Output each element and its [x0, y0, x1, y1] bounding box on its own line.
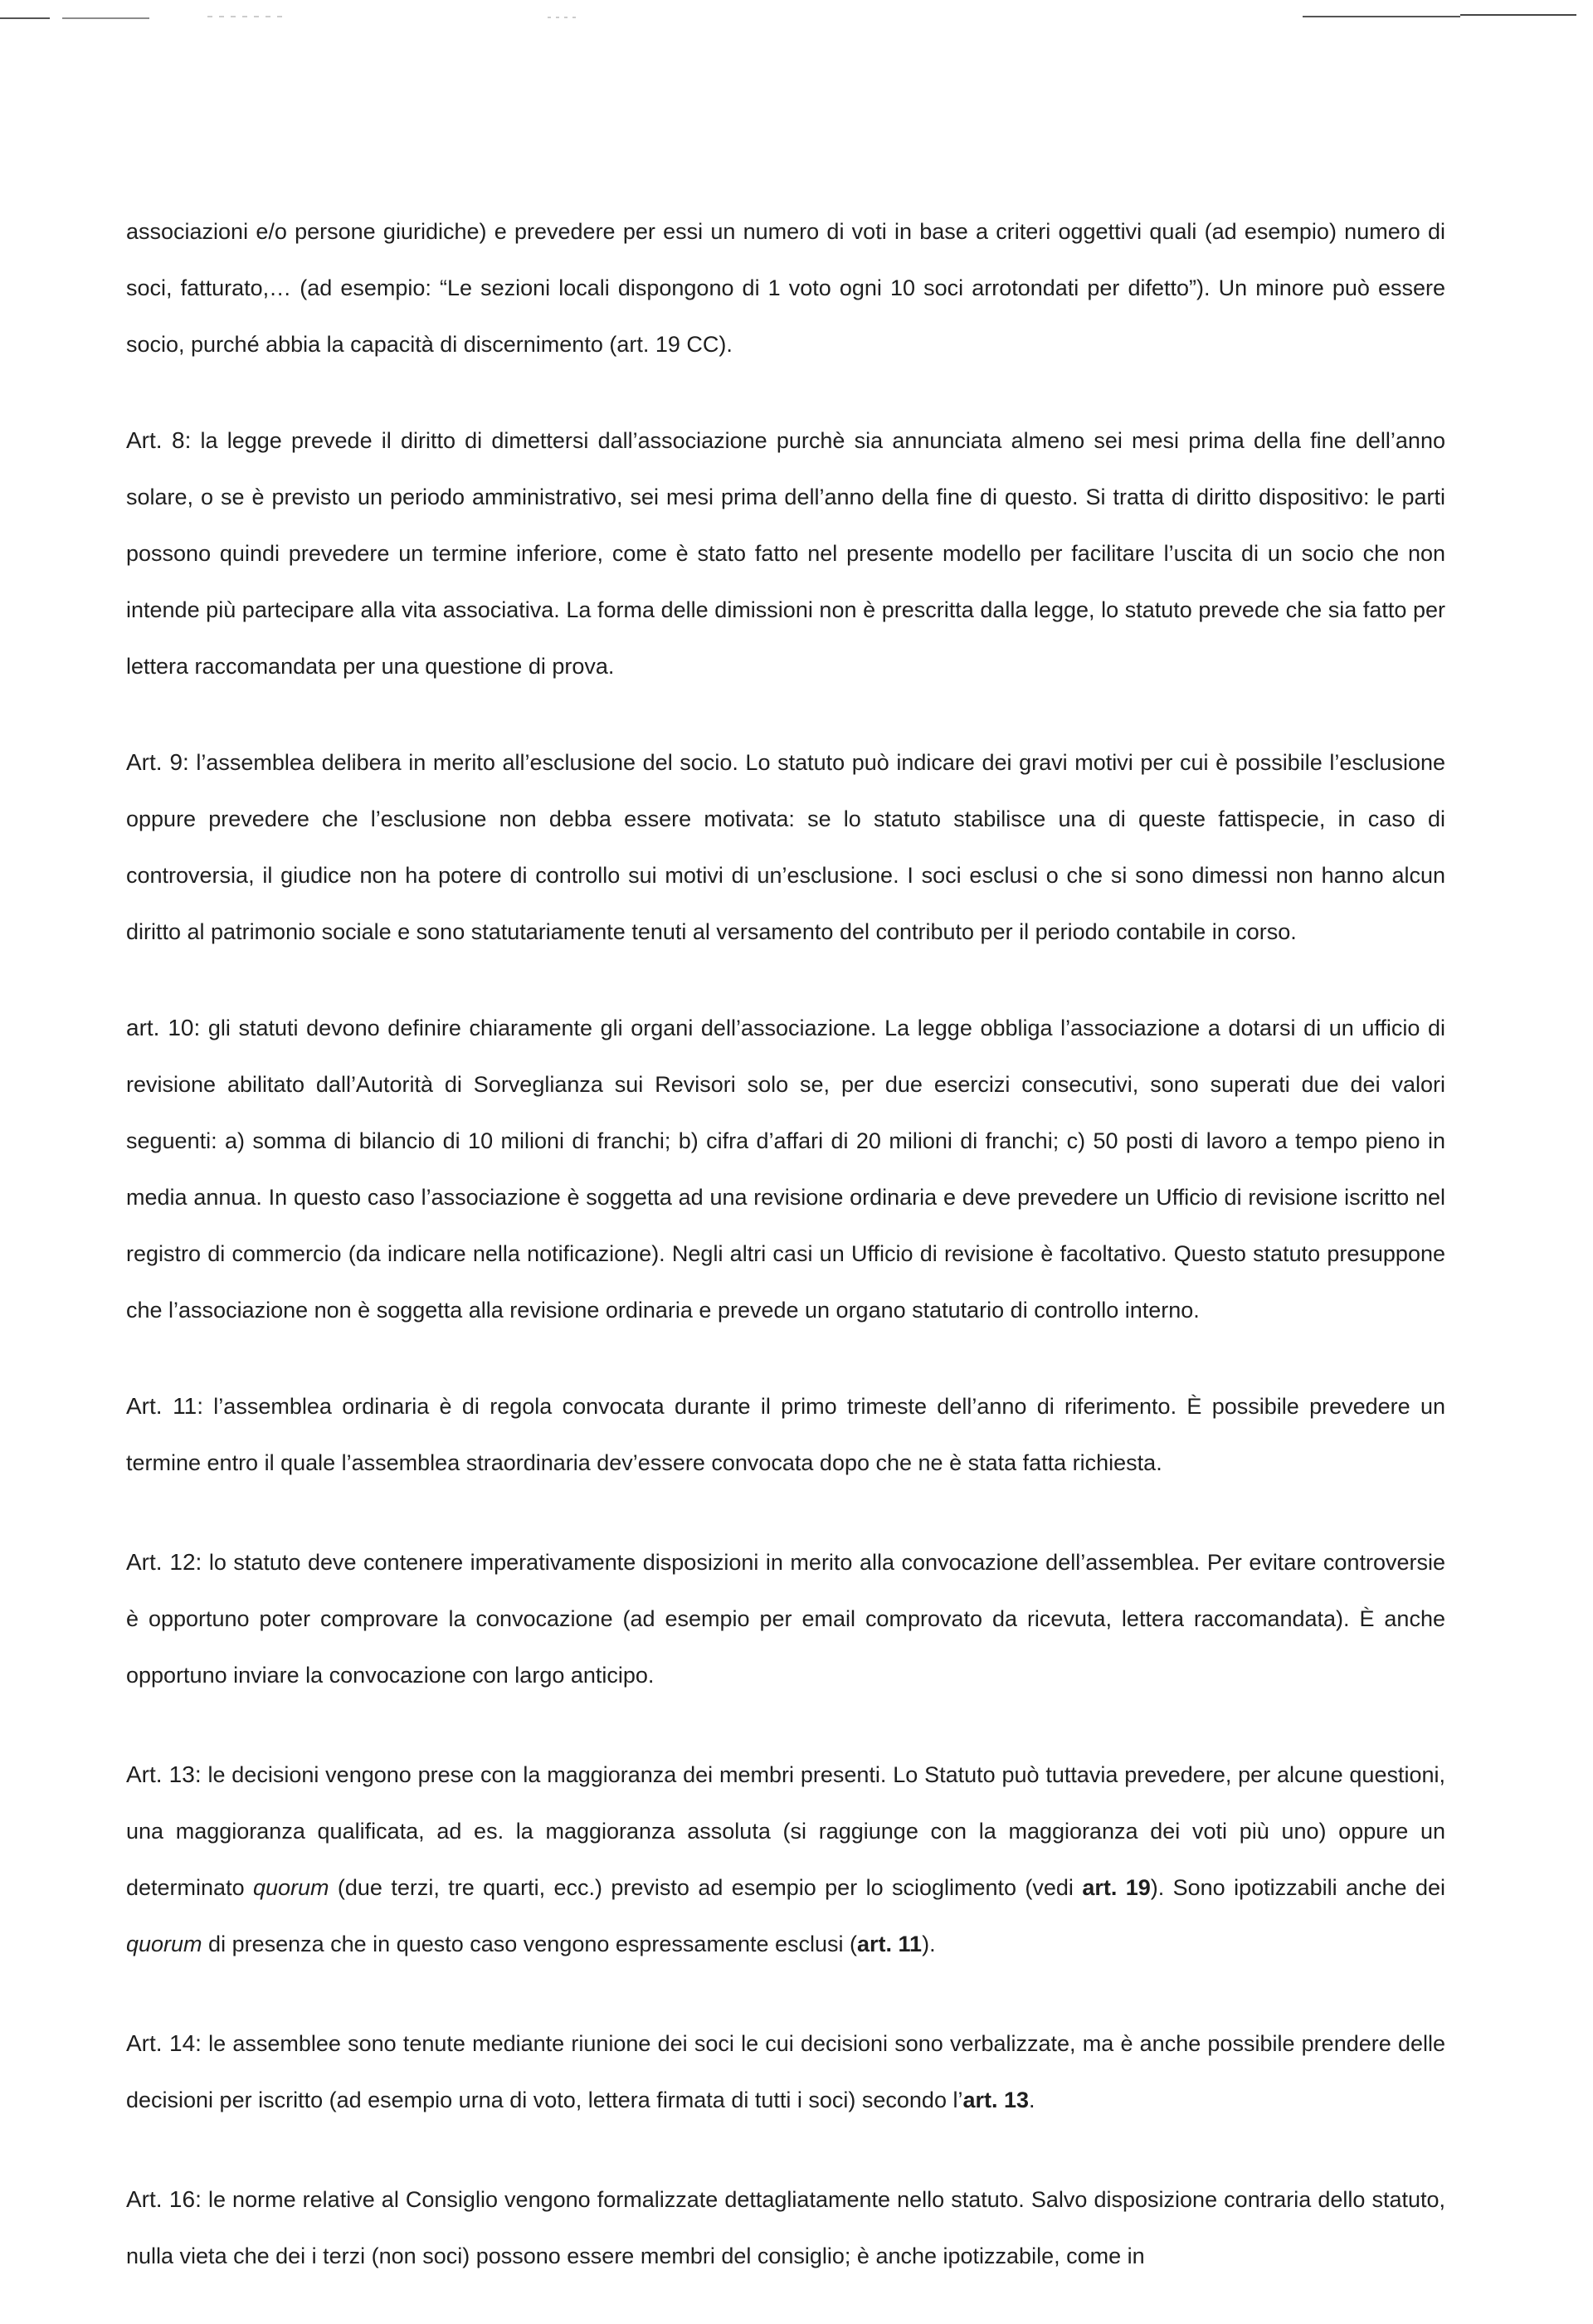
paragraph-art-14 [126, 2015, 1445, 2128]
paragraph-text: gli statuti devono definire chiaramente gli organi dell’associazione. La legge obbliga l’associazione a dotarsi di un ufficio di revisione abilitato dall’Autorità di Sorveglianza sui Revisori solo se, per due esercizi consecutivi, sono superati due dei valori seguenti: a) somma di bilancio di 10 milioni di franchi; b) cifra d’affari di 20 milioni di franchi; c) 50 posti di lavoro a tempo pieno in media annua. In questo caso l’associazione è soggetta ad una revisione ordinaria e deve prevedere un Ufficio di revisione iscritto nel registro di commercio (da indicare nella notificazione). Negli altri casi un Ufficio di revisione è facoltativo. Questo statuto presuppone che l’associazione non è soggetta alla revisione ordinaria e prevede un organo statutario di controllo interno. [126, 1016, 1445, 1323]
paragraph-art-12 [126, 1534, 1445, 1703]
paragraph-text: . [1029, 2088, 1035, 2112]
paragraph-text: le assemblee sono tenute mediante riunione dei soci le cui decisioni sono verbalizzate, ma è anche possibile prendere delle decisioni per iscritto (ad esempio urna di voto, lettera firmata di tutti i soci) secondo l’ [126, 2031, 1445, 2112]
article-label: Art. 12: [126, 1549, 202, 1575]
paragraph-intro [126, 203, 1445, 373]
article-label: Art. 11: [126, 1393, 203, 1419]
article-label: Art. 9: [126, 749, 189, 775]
paragraph-art-11 [126, 1378, 1445, 1491]
paragraph-text: (due terzi, tre quarti, ecc.) previsto ad esempio per lo scioglimento (vedi [329, 1875, 1083, 1900]
paragraph-art-8 [126, 412, 1445, 694]
scan-edge-marks [0, 0, 1593, 33]
paragraph-text: associazioni e/o persone giuridiche) e prevedere per essi un numero di voti in base a criteri oggettivi quali (ad esempio) numero di soci, fatturato,… (ad esempio: “Le sezioni locali dispongono di 1 voto ogni 10 soci arrotondati per difetto”). Un minore può essere socio, purché abbia la capacità di discernimento (art. 19 CC). [126, 219, 1445, 357]
paragraph-text: l’assemblea delibera in merito all’esclusione del socio. Lo statuto può indicare dei gravi motivi per cui è possibile l’esclusione oppure prevedere che l’esclusione non debba essere motivata: se lo statuto stabilisce una di queste fattispecie, in caso di controversia, il giudice non ha potere di controllo sui motivi di un’esclusione. I soci esclusi o che si sono dimessi non hanno alcun diritto al patrimonio sociale e sono statutariamente tenuti al versamento del contributo per il periodo contabile in corso. [126, 750, 1445, 944]
paragraph-text: lo statuto deve contenere imperativamente disposizioni in merito alla convocazione dell’assemblea. Per evitare controversie è opportuno poter comprovare la convocazione (ad esempio per email comprovato da ricevuta, lettera raccomandata). È anche opportuno inviare la convocazione con largo anticipo. [126, 1550, 1445, 1688]
paragraph-text: le norme relative al Consiglio vengono formalizzate dettagliatamente nello statuto. Salvo disposizione contraria dello statuto, nulla vieta che dei i terzi (non soci) possono essere membri del consiglio; è anche ipotizzabile, come in [126, 2187, 1446, 2268]
article-reference: art. 19 [1082, 1875, 1151, 1900]
article-label: Art. 14: [126, 2030, 202, 2056]
paragraph-art-13 [126, 1747, 1445, 1972]
article-label: art. 10: [126, 1015, 201, 1040]
paragraph-text: ). [922, 1932, 936, 1956]
paragraph-text: ). Sono ipotizzabili anche dei [1150, 1875, 1445, 1900]
quorum-term: quorum [126, 1932, 202, 1956]
paragraph-art-16 [126, 2171, 1445, 2284]
article-label: Art. 16: [126, 2186, 202, 2212]
paragraph-text: la legge prevede il diritto di dimettersi dall’associazione purchè sia annunciata almeno sei mesi prima della fine dell’anno solare, o se è previsto un periodo amministrativo, sei mesi prima dell’anno della fine di questo. Si tratta di diritto dispositivo: le parti possono quindi prevedere un termine inferiore, come è stato fatto nel presente modello per facilitare l’uscita di un socio che non intende più partecipare alla vita associativa. La forma delle dimissioni non è prescritta dalla legge, lo statuto prevede che sia fatto per lettera raccomandata per una questione di prova. [126, 428, 1445, 679]
paragraph-art-10 [126, 1000, 1445, 1338]
document-page [126, 203, 1445, 2324]
article-reference: art. 13 [962, 2088, 1030, 2112]
article-reference: art. 11 [857, 1932, 923, 1956]
article-label: Art. 8: [126, 427, 192, 453]
paragraph-art-9 [126, 734, 1445, 960]
paragraph-text: le decisioni vengono prese con la maggioranza dei membri presenti. Lo Statuto può tuttavia prevedere, per alcune questioni, una maggioranza qualificata, ad es. la maggioranza assoluta (si raggiunge con la maggioranza dei voti più uno) oppure un determinato [126, 1762, 1446, 1900]
paragraph-text: di presenza che in questo caso vengono espressamente esclusi ( [202, 1932, 858, 1956]
paragraph-text: l’assemblea ordinaria è di regola convocata durante il primo trimeste dell’anno di riferimento. È possibile prevedere un termine entro il quale l’assemblea straordinaria dev’essere convocata dopo che ne è stata fatta richiesta. [126, 1394, 1445, 1475]
quorum-term: quorum [252, 1875, 329, 1900]
article-label: Art. 13: [126, 1761, 202, 1787]
